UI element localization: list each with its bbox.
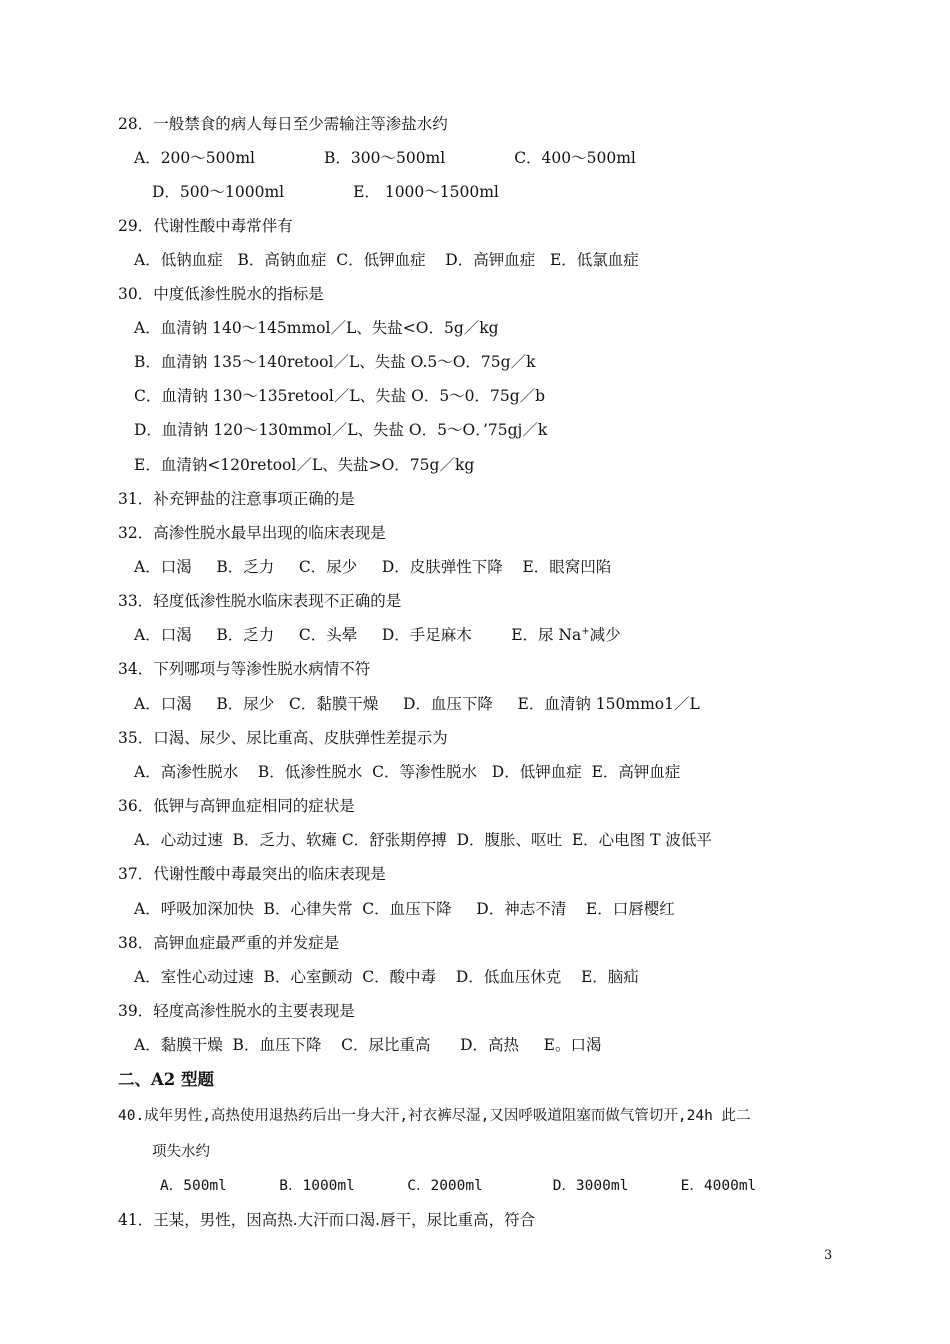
question-40-continued: 项失水约 [152, 1144, 210, 1160]
options-35: A．高渗性脱水 B．低渗性脱水 C．等渗性脱水 D．低钾血症 E．高钾血症 [134, 763, 681, 781]
question-35: 35．口渴、尿少、尿比重高、皮肤弹性差提示为 [118, 729, 448, 747]
option-30-d: D．血清钠 120～130mmol／L、失盐 O．5～O．’75gj／k [134, 421, 548, 439]
options-40: A．500ml B．1000ml C．2000ml D．3000ml E．4000ml [160, 1178, 757, 1194]
question-36: 36．低钾与高钾血症相同的症状是 [118, 797, 355, 815]
options-39: A．黏膜干燥 B．血压下降 C．尿比重高 D．高热 E。口渴 [134, 1036, 602, 1054]
options-33 [134, 625, 621, 645]
question-41: 41．王某，男性，因高热.大汗而口渴.唇干，尿比重高，符合 [118, 1211, 536, 1229]
question-30: 30．中度低渗性脱水的指标是 [118, 285, 324, 303]
section-heading-a2: 二、A2 型题 [118, 1070, 215, 1089]
options-33-tail: 减少 [589, 626, 621, 644]
question-33: 33．轻度低渗性脱水临床表现不正确的是 [118, 592, 402, 610]
options-38: A．室性心动过速 B．心室颤动 C．酸中毒 D．低血压休克 E．脑疝 [134, 968, 639, 986]
question-38: 38．高钾血症最严重的并发症是 [118, 934, 340, 952]
question-39: 39．轻度高渗性脱水的主要表现是 [118, 1002, 355, 1020]
question-34: 34．下列哪项与等渗性脱水病情不符 [118, 660, 371, 678]
option-30-b: B．血清钠 135～140retool／L、失盐 O.5～O．75g／k [134, 353, 536, 371]
question-40: 40.成年男性,高热使用退热药后出一身大汗,衬衣裤尽湿,又因呼吸道阻塞而做气管切开,24h 此二 [118, 1108, 751, 1124]
page-number: 3 [824, 1248, 833, 1263]
options-37: A．呼吸加深加快 B．心律失常 C．血压下降 D．神志不清 E．口唇樱红 [134, 900, 675, 918]
question-37: 37．代谢性酸中毒最突出的临床表现是 [118, 865, 386, 883]
question-29: 29．代谢性酸中毒常伴有 [118, 217, 293, 235]
options-28-row1: A．200～500ml B．300～500ml C．400～500ml [134, 149, 636, 167]
options-32: A．口渴 B．乏力 C．尿少 D．皮肤弹性下降 E．眼窝凹陷 [134, 558, 612, 576]
options-36: A．心动过速 B．乏力、软瘫 C．舒张期停搏 D．腹胀、呕吐 E．心电图 T 波低平 [134, 831, 712, 849]
question-28: 28．一般禁食的病人每日至少需输注等渗盐水约 [118, 115, 448, 133]
options-34: A．口渴 B．尿少 C．黏膜干燥 D．血压下降 E．血清钠 150mmo1／L [134, 695, 700, 713]
options-33-text: A．口渴 B．乏力 C．头晕 D．手足麻木 E．尿 Na [134, 626, 582, 644]
superscript-plus: + [581, 625, 590, 637]
options-28-row2: D．500～1000ml E． 1000～1500ml [152, 183, 499, 201]
option-30-e: E．血清钠<120retool／L、失盐>O．75g／kg [134, 456, 475, 474]
options-29: A．低钠血症 B．高钠血症 C．低钾血症 D．高钾血症 E．低氯血症 [134, 251, 639, 269]
question-32: 32．高渗性脱水最早出现的临床表现是 [118, 524, 386, 542]
option-30-a: A．血清钠 140～145mmol／L、失盐<O．5g／kg [134, 319, 499, 337]
option-30-c: C．血清钠 130～135retool／L、失盐 O．5～0．75g／b [134, 387, 546, 405]
question-31: 31．补充钾盐的注意事项正确的是 [118, 490, 355, 508]
